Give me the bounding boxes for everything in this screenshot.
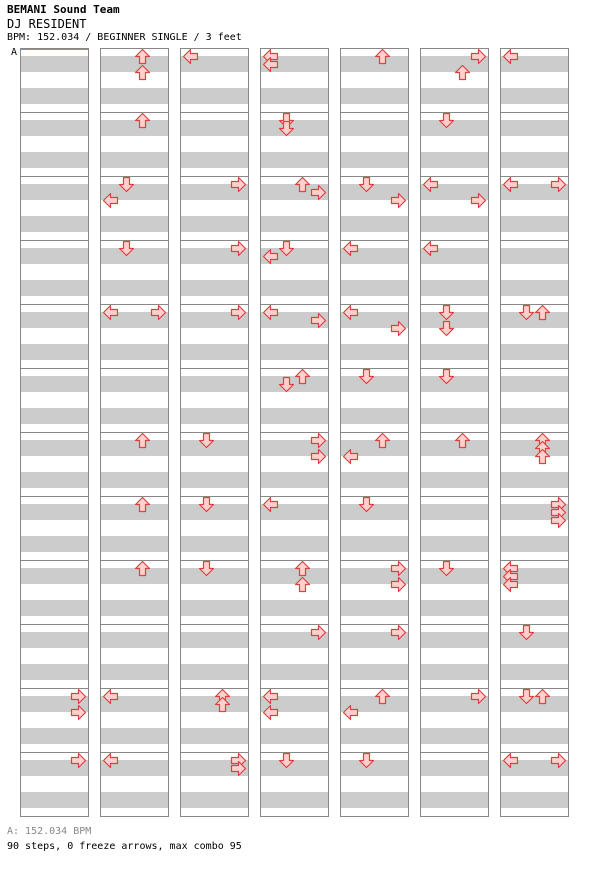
beat-stripe — [261, 728, 328, 744]
beat-stripe — [261, 760, 328, 776]
beat-stripe — [421, 120, 488, 136]
beat-stripe — [181, 344, 248, 360]
chart-footer — [7, 824, 242, 854]
beat-stripe — [21, 632, 88, 648]
artist-name: BEMANI Sound Team — [7, 3, 120, 16]
beat-stripe — [501, 88, 568, 104]
beat-stripe — [181, 280, 248, 296]
beat-stripe — [261, 376, 328, 392]
beat-stripe — [501, 600, 568, 616]
beat-stripe — [101, 728, 168, 744]
beat-stripe — [181, 792, 248, 808]
beat-stripe — [21, 376, 88, 392]
beat-stripe — [101, 56, 168, 72]
beat-stripe — [341, 216, 408, 232]
beat-stripe — [101, 568, 168, 584]
beat-stripe — [101, 632, 168, 648]
beat-stripe — [261, 600, 328, 616]
beat-stripe — [21, 88, 88, 104]
beat-stripe — [21, 728, 88, 744]
beat-stripe — [261, 120, 328, 136]
beat-stripe — [501, 312, 568, 328]
beat-stripe — [101, 440, 168, 456]
beat-stripe — [421, 760, 488, 776]
beat-stripe — [101, 152, 168, 168]
beat-stripe — [21, 504, 88, 520]
beat-stripe — [341, 88, 408, 104]
beat-stripe — [101, 280, 168, 296]
beat-stripe — [341, 792, 408, 808]
beat-stripe — [101, 248, 168, 264]
beat-stripe — [101, 408, 168, 424]
beat-stripe — [261, 568, 328, 584]
step-stats: 90 steps, 0 freeze arrows, max combo 95 — [7, 841, 242, 852]
beat-stripe — [21, 248, 88, 264]
beat-stripe — [181, 216, 248, 232]
beat-stripe — [261, 408, 328, 424]
beat-stripe — [501, 472, 568, 488]
beat-stripe — [101, 504, 168, 520]
beat-stripe — [181, 568, 248, 584]
beat-stripe — [341, 472, 408, 488]
beat-stripe — [421, 88, 488, 104]
beat-stripe — [421, 312, 488, 328]
beat-stripe — [101, 600, 168, 616]
beat-stripe — [341, 760, 408, 776]
beat-stripe — [421, 344, 488, 360]
beat-stripe — [501, 792, 568, 808]
beat-stripe — [421, 376, 488, 392]
beat-stripe — [501, 248, 568, 264]
beat-stripe — [341, 120, 408, 136]
bpm-marker: A — [11, 47, 18, 58]
beat-stripe — [21, 184, 88, 200]
beat-stripe — [501, 152, 568, 168]
beat-stripe — [101, 88, 168, 104]
beat-stripe — [21, 216, 88, 232]
bpm-legend: A: 152.034 BPM — [7, 826, 92, 837]
beat-stripe — [181, 536, 248, 552]
beat-stripe — [421, 536, 488, 552]
beat-stripe — [21, 792, 88, 808]
beat-stripe — [21, 440, 88, 456]
beat-stripe — [341, 600, 408, 616]
beat-stripe — [501, 632, 568, 648]
beat-stripe — [181, 88, 248, 104]
beat-stripe — [501, 280, 568, 296]
beat-stripe — [421, 408, 488, 424]
beat-stripe — [501, 440, 568, 456]
beat-stripe — [21, 600, 88, 616]
beat-stripe — [261, 280, 328, 296]
beat-stripe — [21, 56, 88, 72]
beat-stripe — [501, 696, 568, 712]
beat-stripe — [181, 440, 248, 456]
beat-stripe — [21, 408, 88, 424]
beat-stripe — [501, 408, 568, 424]
beat-stripe — [421, 280, 488, 296]
beat-stripe — [341, 408, 408, 424]
beat-stripe — [181, 600, 248, 616]
beat-stripe — [341, 504, 408, 520]
beat-stripe — [501, 376, 568, 392]
beat-stripe — [181, 632, 248, 648]
beat-stripe — [501, 120, 568, 136]
beat-stripe — [21, 536, 88, 552]
beat-stripe — [181, 728, 248, 744]
beat-stripe — [21, 152, 88, 168]
beat-stripe — [341, 536, 408, 552]
beat-stripe — [101, 344, 168, 360]
beat-stripe — [21, 568, 88, 584]
beat-stripe — [341, 376, 408, 392]
beat-stripe — [341, 152, 408, 168]
beat-stripe — [181, 664, 248, 680]
beat-stripe — [101, 376, 168, 392]
beat-stripe — [261, 152, 328, 168]
chart-info: BPM: 152.034 / BEGINNER SINGLE / 3 feet — [7, 32, 242, 43]
beat-stripe — [181, 696, 248, 712]
beat-stripe — [421, 664, 488, 680]
beat-stripe — [261, 216, 328, 232]
beat-stripe — [421, 568, 488, 584]
beat-stripe — [421, 792, 488, 808]
beat-stripe — [501, 728, 568, 744]
beat-stripe — [421, 152, 488, 168]
beat-stripe — [421, 472, 488, 488]
beat-stripe — [421, 600, 488, 616]
beat-stripe — [181, 472, 248, 488]
beat-stripe — [101, 216, 168, 232]
beat-stripe — [501, 216, 568, 232]
beat-stripe — [181, 504, 248, 520]
beat-stripe — [181, 120, 248, 136]
beat-stripe — [501, 344, 568, 360]
beat-stripe — [261, 792, 328, 808]
beat-stripe — [21, 664, 88, 680]
beat-stripe — [101, 536, 168, 552]
beat-stripe — [421, 216, 488, 232]
beat-stripe — [421, 440, 488, 456]
beat-stripe — [21, 344, 88, 360]
beat-stripe — [181, 408, 248, 424]
beat-stripe — [501, 536, 568, 552]
beat-stripe — [261, 344, 328, 360]
beat-stripe — [101, 120, 168, 136]
beat-stripe — [181, 152, 248, 168]
beat-stripe — [21, 120, 88, 136]
beat-stripe — [21, 280, 88, 296]
beat-stripe — [341, 280, 408, 296]
beat-stripe — [341, 56, 408, 72]
beat-stripe — [101, 664, 168, 680]
beat-stripe — [261, 88, 328, 104]
beat-stripe — [341, 728, 408, 744]
beat-stripe — [421, 728, 488, 744]
beat-stripe — [341, 664, 408, 680]
beat-stripe — [341, 344, 408, 360]
beat-stripe — [261, 664, 328, 680]
beat-stripe — [421, 632, 488, 648]
beat-stripe — [181, 376, 248, 392]
bpm-marker-line — [20, 49, 88, 50]
beat-stripe — [21, 312, 88, 328]
beat-stripe — [261, 472, 328, 488]
beat-stripe — [261, 536, 328, 552]
beat-stripe — [501, 664, 568, 680]
beat-stripe — [101, 792, 168, 808]
beat-stripe — [421, 504, 488, 520]
beat-stripe — [21, 472, 88, 488]
beat-stripe — [101, 472, 168, 488]
song-title: DJ RESIDENT — [7, 17, 87, 31]
